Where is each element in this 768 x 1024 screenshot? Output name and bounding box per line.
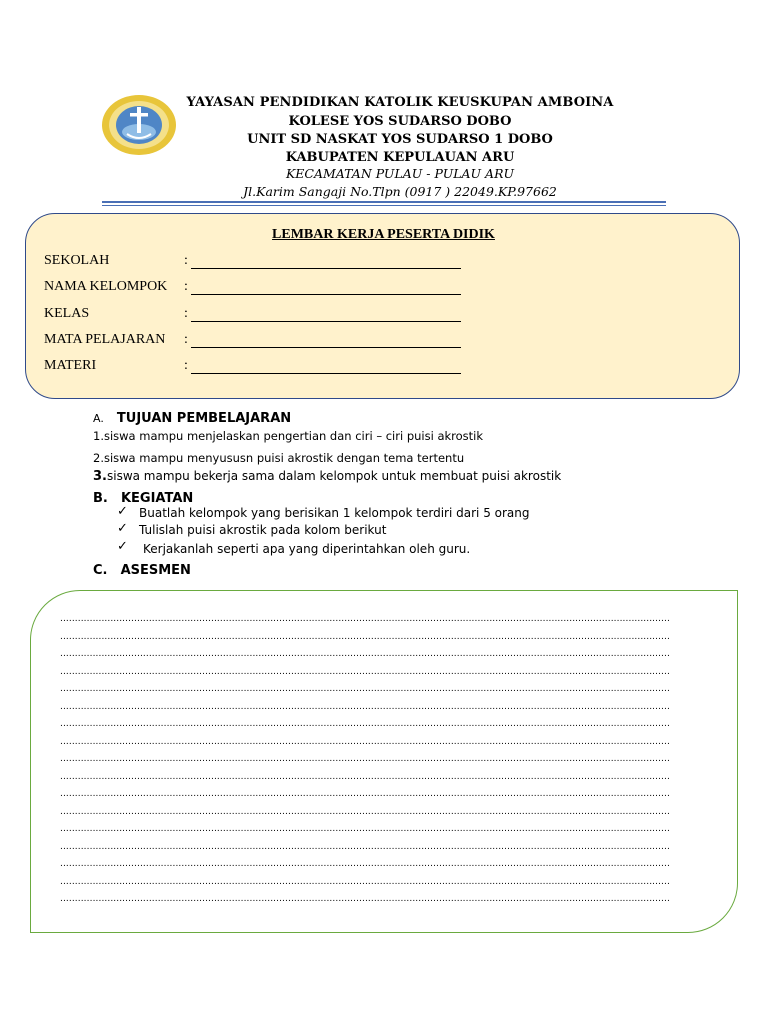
- regency-name: KABUPATEN KEPULAUAN ARU: [285, 150, 515, 165]
- field-colon: :: [184, 332, 188, 347]
- activity-item: Kerjakanlah seperti apa yang diperintahkan oleh guru.: [143, 542, 471, 556]
- answer-line[interactable]: ..............................................................................................................................................................................................................: [60, 789, 670, 799]
- answer-line[interactable]: ..............................................................................................................................................................................................................: [60, 771, 670, 782]
- field-label: KELAS: [44, 306, 90, 321]
- field-blank-line[interactable]: [191, 347, 461, 348]
- answer-line[interactable]: ..............................................................................................................................................................................................................: [60, 894, 670, 904]
- section-title: TUJUAN PEMBELAJARAN: [116, 411, 292, 426]
- answer-line[interactable]: ..............................................................................................................................................................................................................: [60, 614, 670, 624]
- section-b-heading: [93, 487, 193, 506]
- answer-line[interactable]: ..............................................................................................................................................................................................................: [60, 824, 670, 834]
- answer-line[interactable]: ..............................................................................................................................................................................................................: [60, 806, 670, 817]
- field-colon: :: [184, 279, 188, 294]
- college-name: KOLESE YOS SUDARSO DOBO: [288, 114, 512, 129]
- field-label: MATERI: [44, 358, 97, 373]
- answer-line[interactable]: ..............................................................................................................................................................................................................: [60, 649, 670, 659]
- answer-line[interactable]: ..............................................................................................................................................................................................................: [60, 701, 670, 712]
- worksheet-title: LEMBAR KERJA PESERTA DIDIK: [272, 227, 495, 242]
- objective-item: [93, 469, 561, 484]
- answer-line[interactable]: ..............................................................................................................................................................................................................: [60, 859, 670, 869]
- activity-item: Tulislah puisi akrostik pada kolom berikut: [139, 523, 387, 537]
- field-label: NAMA KELOMPOK: [44, 279, 168, 294]
- letterhead: [0, 0, 768, 210]
- field-blank-line[interactable]: [191, 373, 461, 374]
- objective-item: 1.siswa mampu menjelaskan pengertian dan ciri – ciri puisi akrostik: [93, 429, 484, 443]
- activity-item: Buatlah kelompok yang berisikan 1 kelompok terdiri dari 5 orang: [139, 506, 530, 520]
- field-colon: :: [184, 253, 188, 268]
- answer-line[interactable]: ..............................................................................................................................................................................................................: [60, 736, 670, 747]
- district-name: KECAMATAN PULAU - PULAU ARU: [285, 166, 515, 181]
- field-colon: :: [184, 306, 188, 321]
- school-unit-name: UNIT SD NASKAT YOS SUDARSO 1 DOBO: [247, 132, 553, 147]
- check-icon: ✓: [117, 504, 128, 519]
- objective-item: 2.siswa mampu menyususn puisi akrostik dengan tema tertentu: [93, 451, 465, 465]
- worksheet-identity-box: [25, 213, 740, 399]
- section-letter: C.: [93, 563, 108, 578]
- letterhead-rule-thin: [102, 205, 666, 206]
- letterhead-rule-thick: [102, 201, 666, 203]
- field-blank-line[interactable]: [191, 268, 461, 269]
- section-c-heading: [93, 559, 191, 578]
- field-label: MATA PELAJARAN: [44, 332, 166, 347]
- objective-number: 3.: [93, 469, 107, 484]
- field-blank-line[interactable]: [191, 321, 461, 322]
- section-title: ASESMEN: [120, 563, 191, 578]
- section-title: KEGIATAN: [120, 491, 194, 506]
- check-icon: ✓: [117, 539, 128, 554]
- check-icon: ✓: [117, 521, 128, 536]
- answer-line[interactable]: ..............................................................................................................................................................................................................: [60, 666, 670, 677]
- answer-box[interactable]: [30, 590, 738, 933]
- section-a-heading: [93, 407, 291, 426]
- objective-text: siswa mampu bekerja sama dalam kelompok untuk membuat puisi akrostik: [106, 469, 562, 483]
- answer-line[interactable]: ..............................................................................................................................................................................................................: [60, 631, 670, 642]
- field-label: SEKOLAH: [44, 253, 110, 268]
- field-colon: :: [184, 358, 188, 373]
- answer-line[interactable]: ..............................................................................................................................................................................................................: [60, 719, 670, 729]
- answer-line[interactable]: ..............................................................................................................................................................................................................: [60, 841, 670, 852]
- answer-line[interactable]: ..............................................................................................................................................................................................................: [60, 754, 670, 764]
- section-letter: A.: [93, 412, 104, 425]
- foundation-name: YAYASAN PENDIDIKAN KATOLIK KEUSKUPAN AMBOINA: [186, 95, 614, 110]
- field-blank-line[interactable]: [191, 294, 461, 295]
- answer-line[interactable]: ..............................................................................................................................................................................................................: [60, 876, 670, 887]
- school-address: Jl.Karim Sangaji No.Tlpn (0917 ) 22049.KP.97662: [243, 184, 557, 199]
- section-letter: B.: [93, 491, 108, 506]
- answer-line[interactable]: ..............................................................................................................................................................................................................: [60, 684, 670, 694]
